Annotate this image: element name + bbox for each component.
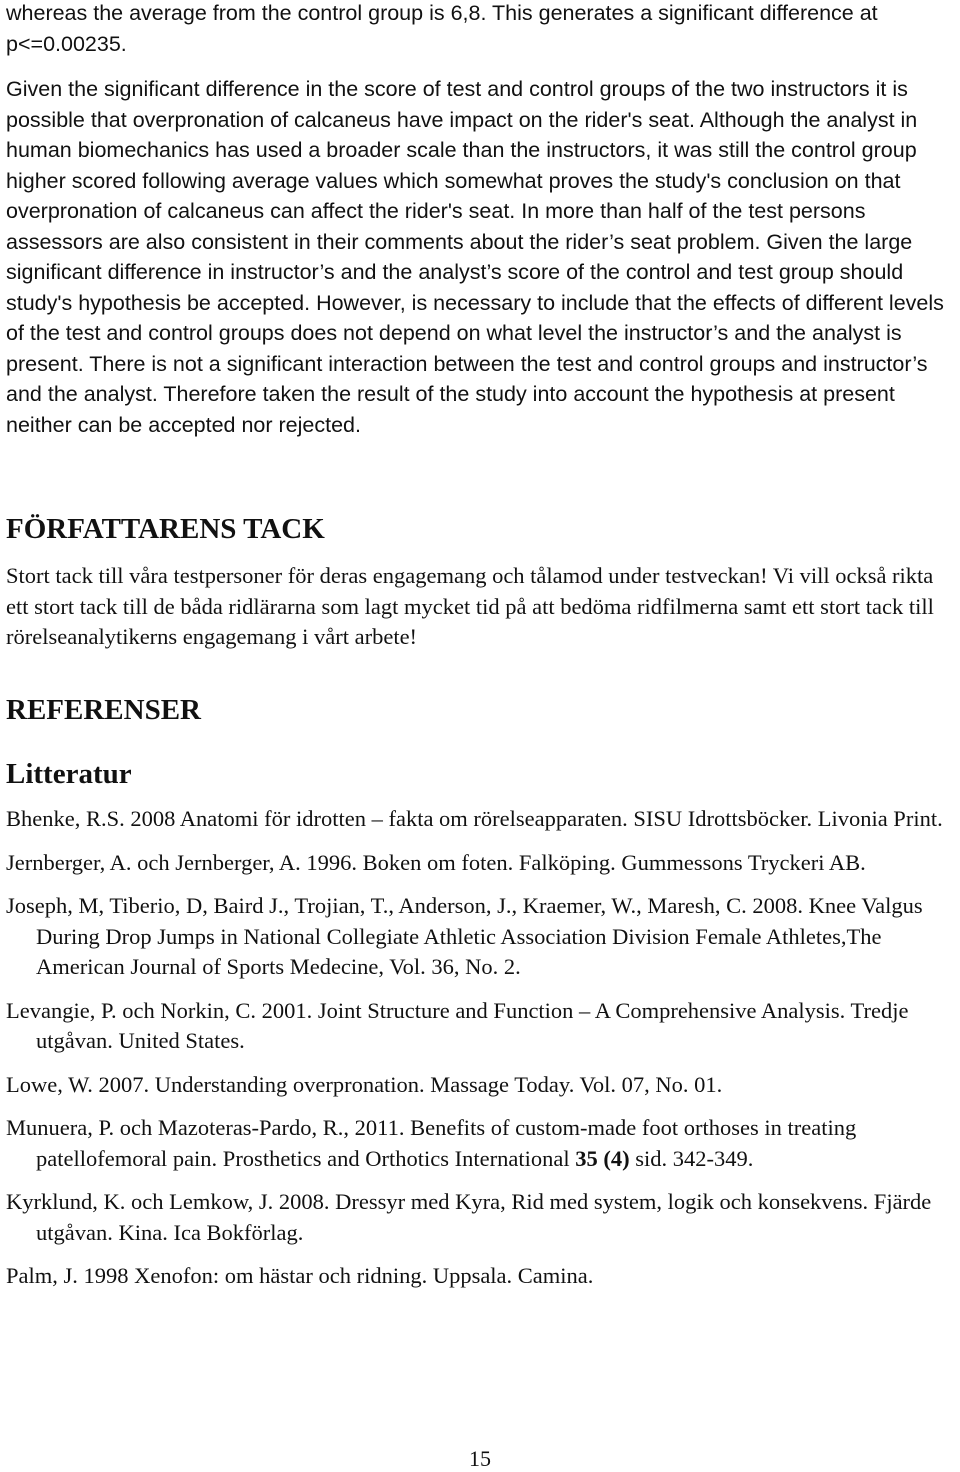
body-paragraph-2 [6, 74, 956, 440]
reference-item: Palm, J. 1998 Xenofon: om hästar och ridning. Uppsala. Camina. [6, 1263, 594, 1288]
reference-text: Munuera, P. och Mazoteras-Pardo, R., 2011. Benefits of custom-made foot orthoses in treating patellofemoral pain. Prosthetics and Orthotics International [6, 1115, 857, 1171]
body-paragraph-2-text-b: In more than half of the test persons assessors are also consistent in their comments about the rider’s seat problem. Given the large significant difference in instructor’s and the analyst’s score of the control and test group should study's hypothesis be accepted. However, is necessary to include that the effects of different levels of the test and control groups does not depend on what level the instructor’s and the analyst is present. There is not a significant interaction between the test and control groups and instructor’s and the analyst. Therefore taken the result of the study into account the hypothesis at present neither can be accepted nor rejected. [6, 199, 944, 437]
reference-item: Jernberger, A. och Jernberger, A. 1996. Boken om foten. Falköping. Gummessons Tryckeri AB. [6, 849, 866, 875]
acknowledgements-heading: FÖRFATTARENS TACK [6, 513, 325, 545]
references-heading: REFERENSER [6, 694, 201, 726]
body-paragraph-1-text: whereas the average from the control group is 6,8. This generates a significant difference at p<=0.00235. [6, 1, 878, 56]
literature-subheading: Litteratur [6, 758, 132, 790]
page-number: 15 [469, 1446, 491, 1471]
reference-item: Bhenke, R.S. 2008 Anatomi för idrotten – fakta om rörelseapparaten. SISU Idrottsböcker. Livonia Print. [6, 806, 943, 831]
reference-text: sid. 342-349. [629, 1145, 754, 1171]
reference-list [6, 804, 956, 1305]
body-paragraph-2-text-a: Given the significant difference in the score of test and control groups of the two instructors it is possible that overpronation of calcaneus have impact on the rider's seat. Although the analyst in human biomechanics has used a broader scale than the instructors, it was still the control group higher scored following average values which somewhat proves the study's conclusion on that overpronation of calcaneus can affect the rider's seat. [6, 77, 918, 223]
reference-volume: 35 (4) [575, 1145, 630, 1171]
reference-item: Lowe, W. 2007. Understanding overpronation. Massage Today. Vol. 07, No. 01. [6, 1071, 723, 1097]
reference-item: Joseph, M, Tiberio, D, Baird J., Trojian, T., Anderson, J., Kraemer, W., Maresh, C. 2008. Knee Valgus During Drop Jumps in National Collegiate Athletic Association Division Female Athletes,The American Journal of Sports Medecine, Vol. 36, No. 2. [6, 893, 923, 979]
reference-item [6, 1113, 956, 1174]
acknowledgements-paragraph: Stort tack till våra testpersoner för deras engagemang och tålamod under testveckan! Vi vill också rikta ett stort tack till de båda ridlärarna som lagt mycket tid på att bedöma ridfilmerna samt ett stort tack till rörelseanalytikerns engagemang i vårt arbete! [6, 563, 934, 649]
reference-item: Levangie, P. och Norkin, C. 2001. Joint Structure and Function – A Comprehensive Analysis. Tredje utgåvan. United States. [6, 997, 909, 1053]
body-paragraph-1 [6, 0, 956, 59]
reference-item: Kyrklund, K. och Lemkow, J. 2008. Dressyr med Kyra, Rid med system, logik och konsekvens. Fjärde utgåvan. Kina. Ica Bokförlag. [6, 1189, 932, 1245]
